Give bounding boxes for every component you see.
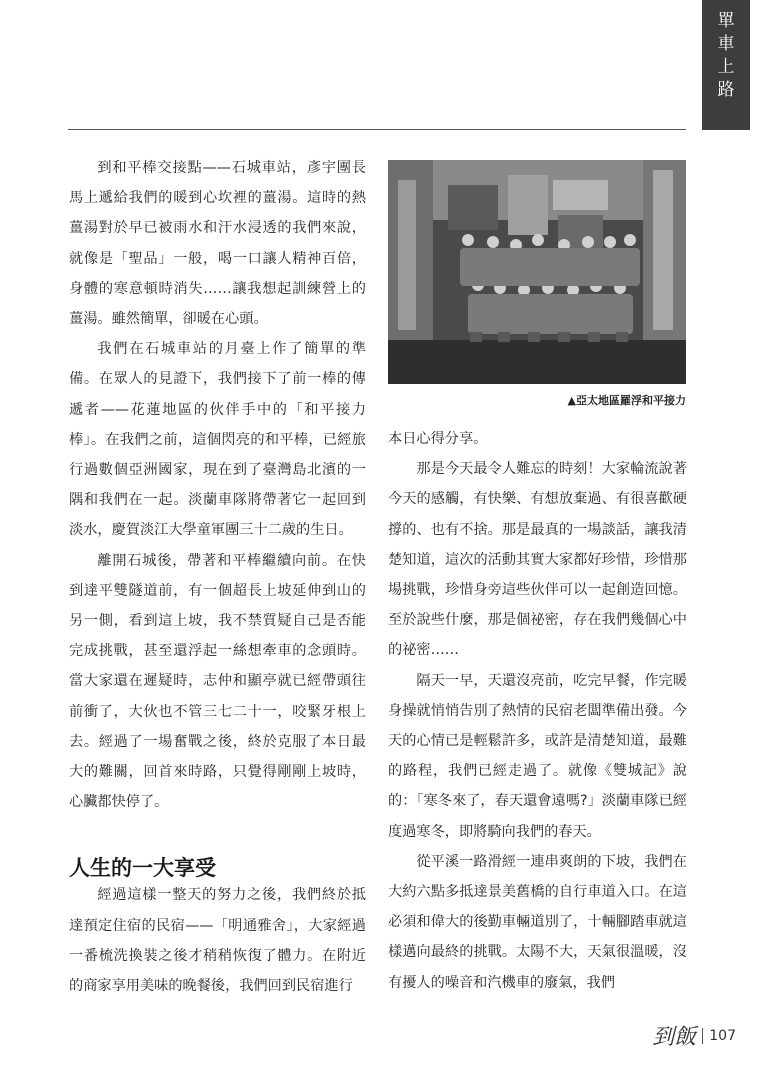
paragraph: 隔天一早，天還沒亮前，吃完早餐，作完暖身操就悄悄告別了熱情的民宿老闆準備出發。今天的心情已是輕鬆許多，或許是清楚知道，最難的路程，我們已經走過了。就像《雙城記》說的：「寒冬來了，春天還會遠嗎?」淡蘭車隊已經度過寒冬，即將騎向我們的春天。 <box>388 672 687 840</box>
paragraph: 到和平棒交接點——石城車站，彥宇團長馬上遞給我們的暖到心坎裡的薑湯。這時的熱薑湯對於早已被雨水和汗水浸透的我們來說，就像是「聖品」一般，喝一口讓人精神百倍，身體的寒意頓時消失……讓我想起訓練營上的薑湯。雖然簡單，卻暖在心頭。 <box>69 160 366 328</box>
photo-caption: ▲亞太地區羅浮和平接力 <box>567 394 686 407</box>
left-column <box>69 153 366 1001</box>
paragraph: 從平溪一路滑經一連串爽朗的下坡，我們在大約六點多抵達景美舊橋的自行車道入口。在這必須和偉大的後勤車輛道別了，十輛腳踏車就這樣邁向最終的挑戰。太陽不大，天氣很溫暖，沒有擾人的噪音和汽機車的廢氣，我們 <box>388 853 687 991</box>
header-rule <box>68 129 686 130</box>
magazine-logo: 到飯 <box>652 1025 697 1050</box>
paragraph: 本日心得分享。 <box>388 431 488 447</box>
chapter-tab-char: 上 <box>717 57 735 77</box>
group-photo <box>388 160 686 384</box>
section-heading: 人生的一大享受 <box>69 855 216 881</box>
footer-divider <box>702 1028 703 1044</box>
paragraph: 離開石城後，帶著和平棒繼續向前。在快到達平雙隧道前，有一個超長上坡延伸到山的另一側，看到這上坡，我不禁質疑自己是否能完成挑戰，甚至還浮起一絲想牽車的念頭時。當大家還在遲疑時，志仲和顯亭就已經帶頭往前衝了，大伙也不管三七二十一，咬緊牙根上去。經過了一場奮戰之後，終於克服了本日最大的難關，回首來時路，只覺得剛剛上坡時，心臟都快停了。 <box>69 552 366 811</box>
chapter-tab-char: 路 <box>717 80 735 100</box>
paragraph: 經過這樣一整天的努力之後，我們終於抵達預定住宿的民宿——「明通雅舍」，大家經過一番梳洗換裝之後才稍稍恢復了體力。在附近的商家享用美味的晚餐後，我們回到民宿進行 <box>69 887 366 995</box>
page-footer <box>652 1020 736 1051</box>
paragraph: 我們在石城車站的月臺上作了簡單的準備。在眾人的見證下，我們接下了前一棒的傳遞者——花蓮地區的伙伴手中的「和平接力棒」。在我們之前，這個閃亮的和平棒，已經旅行過數個亞洲國家，現在到了臺灣島北濱的一隅和我們在一起。淡蘭車隊將帶著它一起回到淡水，慶賀淡江大學童軍團三十二歲的生日。 <box>69 341 366 539</box>
paragraph: 那是今天最令人難忘的時刻！大家輪流說著今天的感觸，有快樂、有想放棄過、有很喜歡硬撐的、也有不捨。那是最真的一場談話，讓我清楚知道，這次的活動其實大家都好珍惜，珍惜那場挑戰，珍惜身旁這些伙伴可以一起創造回憶。至於說些什麼，那是個祕密，存在我們幾個心中的祕密…… <box>388 461 687 659</box>
chapter-tab-char: 車 <box>717 34 735 54</box>
page-number: 107 <box>709 1027 736 1044</box>
right-column <box>388 424 687 998</box>
chapter-tab-char: 單 <box>717 11 735 31</box>
chapter-tab <box>702 0 750 130</box>
